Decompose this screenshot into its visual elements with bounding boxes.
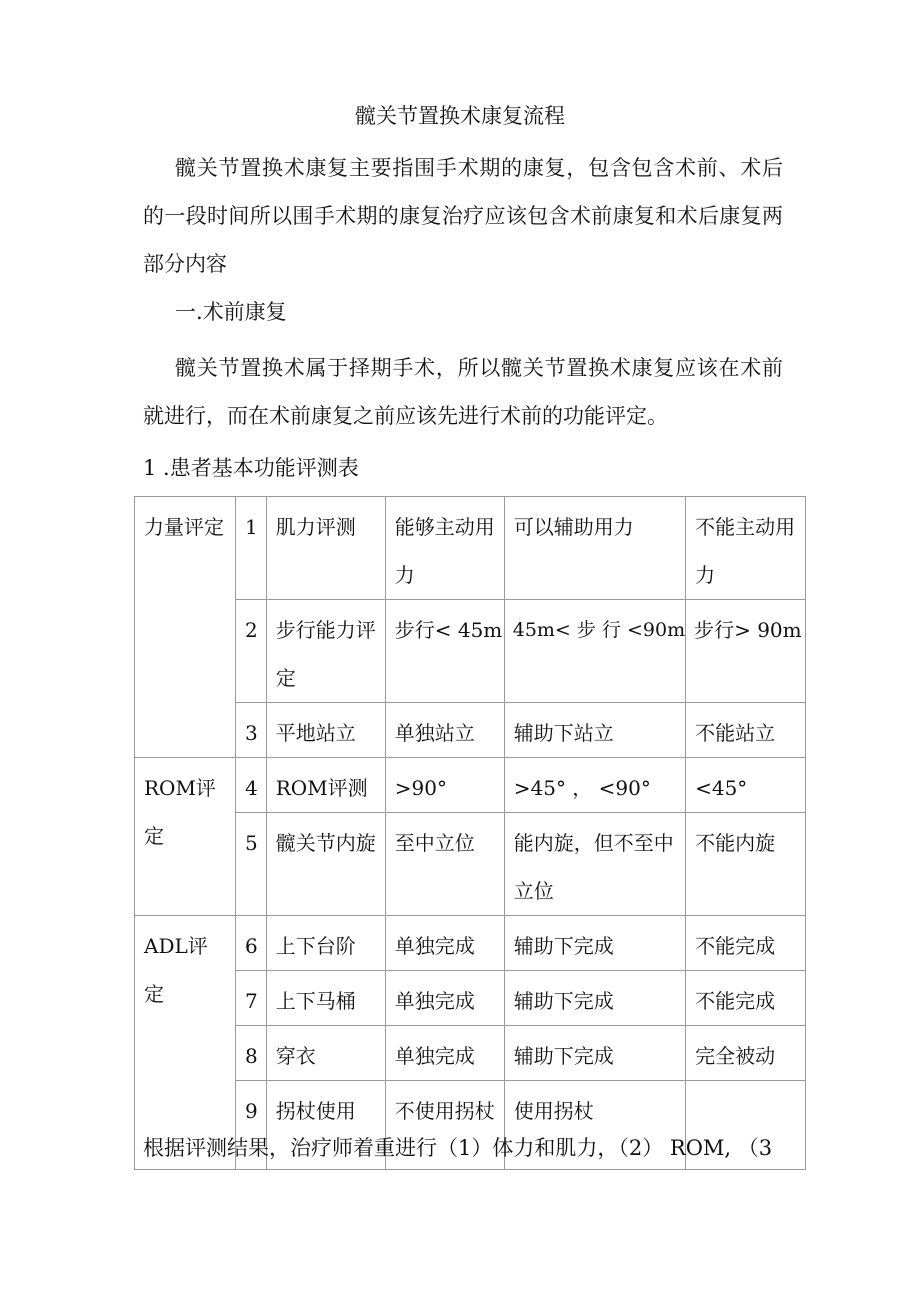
table-row — [135, 703, 806, 758]
table-row — [135, 1026, 806, 1081]
row-number: 6 — [236, 916, 267, 971]
item-cell: 上下台阶 — [266, 916, 385, 971]
item-cell: 拐杖使用 — [266, 1081, 385, 1170]
level-poor-cell: 不能完成 — [686, 971, 806, 1026]
level-poor-cell: 不能内旋 — [686, 813, 806, 916]
level-good-cell: 单独完成 — [385, 916, 504, 971]
level-good-cell: 能够主动用力 — [385, 497, 504, 600]
level-poor-cell: 不能主动用力 — [686, 497, 806, 600]
table-caption: 1 .患者基本功能评测表 — [143, 456, 359, 480]
table-row — [135, 600, 806, 703]
row-number: 7 — [236, 971, 267, 1026]
table-row — [135, 813, 806, 916]
item-cell: 上下马桶 — [266, 971, 385, 1026]
level-mid-cell: 辅助下完成 — [504, 971, 685, 1026]
item-cell: 髋关节内旋 — [266, 813, 385, 916]
document-title: 髋关节置换术康复流程 — [355, 104, 565, 128]
table-row — [135, 758, 806, 813]
level-good-cell: 单独完成 — [385, 1026, 504, 1081]
group-cell-adl: ADL评定 — [135, 916, 236, 1170]
row-number: 4 — [236, 758, 267, 813]
level-mid-cell: 能内旋，但不至中立位 — [504, 813, 685, 916]
table-row — [135, 916, 806, 971]
level-poor-cell: 完全被动 — [686, 1026, 806, 1081]
section-paragraph: 髋关节置换术属于择期手术，所以髋关节置换术康复应该在术前就进行，而在术前康复之前应该先进行术前的功能评定。 — [143, 356, 783, 428]
level-poor-cell: 不能站立 — [686, 703, 806, 758]
assessment-table — [134, 496, 806, 1170]
level-good-cell: >90° — [385, 758, 504, 813]
intro-paragraph: 髋关节置换术康复主要指围手术期的康复，包含包含术前、术后的一段时间所以围手术期的康复治疗应该包含术前康复和术后康复两部分内容 — [143, 156, 783, 276]
level-poor-cell: 步行> 90m — [686, 600, 806, 703]
group-cell-strength: 力量评定 — [135, 497, 236, 758]
row-number: 3 — [236, 703, 267, 758]
level-mid-cell: 可以辅助用力 — [504, 497, 685, 600]
level-good-cell: 至中立位 — [385, 813, 504, 916]
level-mid-cell: >45° ， <90° — [504, 758, 685, 813]
level-mid-cell: 使用拐杖 — [504, 1081, 685, 1170]
item-cell: 步行能力评定 — [266, 600, 385, 703]
item-cell: 穿衣 — [266, 1026, 385, 1081]
level-mid-cell: 辅助下完成 — [504, 1026, 685, 1081]
level-good-cell: 步行< 45m — [385, 600, 504, 703]
level-good-cell: 不使用拐杖 — [385, 1081, 504, 1170]
level-good-cell: 单独站立 — [385, 703, 504, 758]
row-number: 9 — [236, 1081, 267, 1170]
row-number: 2 — [236, 600, 267, 703]
table-row — [135, 971, 806, 1026]
level-mid-cell: 辅助下完成 — [504, 916, 685, 971]
table-row — [135, 497, 806, 600]
level-mid-cell: 辅助下站立 — [504, 703, 685, 758]
bottom-paragraph: 根据评测结果，治疗师着重进行（1）体力和肌力，（2） ROM, （3 — [143, 1136, 773, 1160]
section-heading: 一.术前康复 — [175, 300, 287, 324]
row-number: 1 — [236, 497, 267, 600]
level-mid-cell: 45m< 步 行 <90m — [504, 600, 685, 703]
level-poor-cell: 不能完成 — [686, 916, 806, 971]
group-cell-rom: ROM评定 — [135, 758, 236, 916]
level-good-cell: 单独完成 — [385, 971, 504, 1026]
item-cell: ROM评测 — [266, 758, 385, 813]
item-cell: 平地站立 — [266, 703, 385, 758]
row-number: 5 — [236, 813, 267, 916]
item-cell: 肌力评测 — [266, 497, 385, 600]
level-poor-cell: <45° — [686, 758, 806, 813]
row-number: 8 — [236, 1026, 267, 1081]
